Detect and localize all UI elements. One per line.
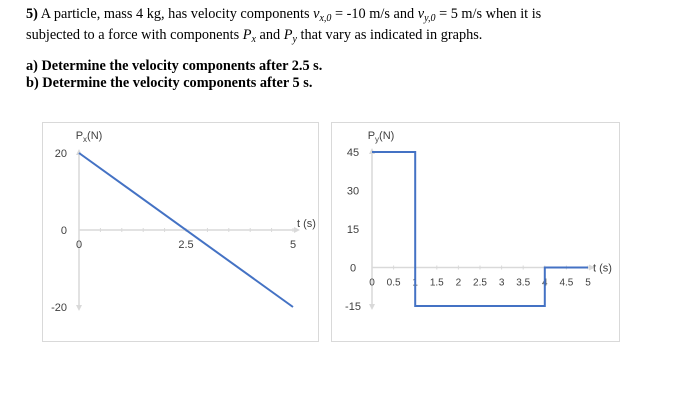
vx-value: = -10 m/s and bbox=[335, 6, 415, 22]
py-x-tick-label: 1.5 bbox=[429, 277, 444, 289]
vx-symbol: v bbox=[313, 6, 320, 22]
py-x-tick-label: 0 bbox=[369, 277, 375, 289]
py-y-tick-label: 30 bbox=[346, 185, 360, 198]
py-x-tick-label: 0.5 bbox=[386, 277, 401, 289]
px-y-tick-label: 20 bbox=[54, 148, 67, 160]
py-x-tick-label: 1 bbox=[412, 277, 418, 289]
vy-subscript: y,0 bbox=[424, 13, 436, 24]
py-x-tick-label: 5 bbox=[585, 277, 591, 289]
py-subscript: y bbox=[292, 34, 297, 45]
py-x-tick-label: 4 bbox=[542, 277, 548, 289]
py-x-tick-label: 2 bbox=[455, 277, 462, 289]
px-y-tick-label: 0 bbox=[60, 225, 67, 237]
vy-symbol: v bbox=[417, 6, 425, 22]
problem-text-b: subjected to a force with components bbox=[26, 27, 240, 43]
problem-text-c: that vary as indicated in graphs. bbox=[300, 27, 483, 43]
py-chart-panel bbox=[331, 122, 620, 342]
part-a: a) Determine the velocity components after 2.5 s. bbox=[26, 58, 323, 74]
problem-number: 5) bbox=[26, 6, 38, 22]
problem-parts bbox=[26, 58, 666, 92]
and-word: and bbox=[259, 27, 281, 43]
px-x-tick-label: 5 bbox=[289, 239, 297, 251]
px-chart-panel bbox=[42, 122, 319, 342]
py-y-tick-label: 45 bbox=[346, 147, 360, 159]
py-y-tick-label: 0 bbox=[349, 262, 357, 275]
problem-statement bbox=[26, 6, 666, 92]
px-y-axis-arrow-down bbox=[76, 305, 82, 311]
py-chart-title: $P_y(N)$ bbox=[367, 130, 395, 144]
vx-subscript: x,0 bbox=[319, 13, 332, 24]
problem-line-2 bbox=[26, 27, 666, 48]
py-y-tick-label: -15 bbox=[345, 301, 361, 313]
part-b: b) Determine the velocity components after 5 s. bbox=[26, 75, 313, 91]
px-subscript: x bbox=[251, 34, 256, 45]
problem-text-a: A particle, mass 4 kg, has velocity components bbox=[40, 6, 310, 22]
px-x-tick-label: 2.5 bbox=[178, 239, 194, 251]
px-symbol: P bbox=[242, 27, 252, 43]
py-chart bbox=[332, 123, 619, 341]
py-y-tick-label: 15 bbox=[346, 224, 360, 236]
py-x-axis-label: t (s) bbox=[593, 262, 612, 275]
py-x-tick-label: 4.5 bbox=[559, 277, 574, 289]
vy-value: = 5 m/s when it is bbox=[439, 6, 542, 22]
py-symbol: P bbox=[283, 27, 293, 43]
px-chart bbox=[43, 123, 318, 341]
px-x-axis-label: t (s) bbox=[297, 218, 316, 230]
px-y-tick-label: -20 bbox=[51, 302, 67, 314]
py-x-tick-label: 3.5 bbox=[516, 277, 531, 289]
px-x-tick-label: 0 bbox=[75, 239, 83, 251]
py-x-tick-label: 2.5 bbox=[473, 277, 487, 289]
py-x-tick-label: 3 bbox=[498, 277, 505, 289]
py-y-axis-arrow-down bbox=[369, 304, 375, 310]
px-chart-title: $P_x(N)$ bbox=[75, 130, 103, 144]
problem-line-1 bbox=[26, 6, 666, 27]
